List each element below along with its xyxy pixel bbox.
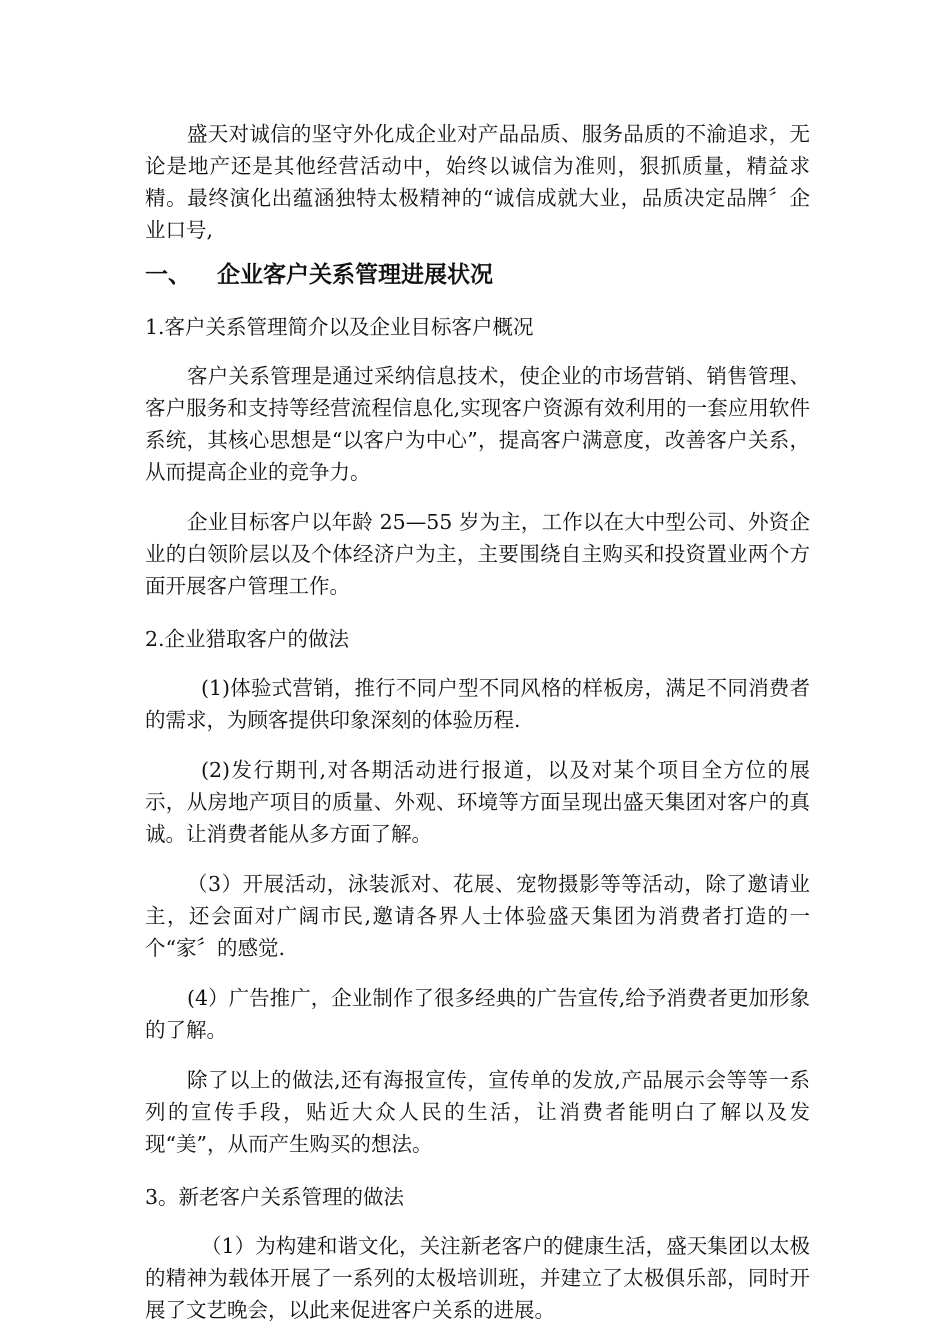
- document-page: [145, 118, 810, 1326]
- subheading-crm-overview: 1.客户关系管理简介以及企业目标客户概况: [145, 315, 534, 339]
- section-number: 一、: [145, 262, 191, 288]
- subheading-acquisition: 2.企业猎取客户的做法: [145, 627, 350, 651]
- crm-intro-paragraph: 客户关系管理是通过采纳信息技术，使企业的市场营销、销售管理、客户服务和支持等经营流程信息化,实现客户资源有效利用的一套应用软件系统，其核心思想是“以客户为中心”，提高客户满意度，改善客户关系，从而提高企业的竞争力。: [145, 364, 810, 484]
- method-item-3: （3）开展活动，泳装派对、花展、宠物摄影等等活动，除了邀请业主，还会面对广阔市民,邀请各界人士体验盛天集团为消费者打造的一个“家〞的感觉.: [145, 872, 810, 960]
- method-item-2: (2)发行期刊,对各期活动进行报道，以及对某个项目全方位的展示，从房地产项目的质量、外观、环境等方面呈现出盛天集团对客户的真诚。让消费者能从多方面了解。: [145, 758, 810, 846]
- other-methods-paragraph: 除了以上的做法,还有海报宣传，宣传单的发放,产品展示会等等一系列的宣传手段，贴近大众人民的生活，让消费者能明白了解以及发现“美”，从而产生购买的想法。: [145, 1068, 810, 1156]
- method-item-1: (1)体验式营销，推行不同户型不同风格的样板房，满足不同消费者的需求，为顾客提供印象深刻的体验历程.: [145, 676, 810, 732]
- subheading-relationship: 3。新老客户关系管理的做法: [145, 1185, 405, 1209]
- relation-item-1: （1）为构建和谐文化，关注新老客户的健康生活，盛天集团以太极的精神为载体开展了一系列的太极培训班，并建立了太极俱乐部，同时开展了文艺晚会，以此来促进客户关系的进展。: [145, 1234, 810, 1322]
- section-heading: [145, 260, 810, 290]
- section-title: 企业客户关系管理进展状况: [217, 262, 493, 288]
- method-item-4: (4）广告推广，企业制作了很多经典的广告宣传,给予消费者更加形象的了解。: [145, 986, 810, 1042]
- target-customers-paragraph: 企业目标客户以年龄 25—55 岁为主，工作以在大中型公司、外资企业的白领阶层以及个体经济户为主，主要围绕自主购买和投资置业两个方面开展客户管理工作。: [145, 510, 810, 598]
- intro-paragraph: 盛天对诚信的坚守外化成企业对产品品质、服务品质的不渝追求，无论是地产还是其他经营活动中，始终以诚信为准则，狠抓质量，精益求精。最终演化出蕴涵独特太极精神的“诚信成就大业，品质决定品牌〞企业口号,: [145, 122, 810, 242]
